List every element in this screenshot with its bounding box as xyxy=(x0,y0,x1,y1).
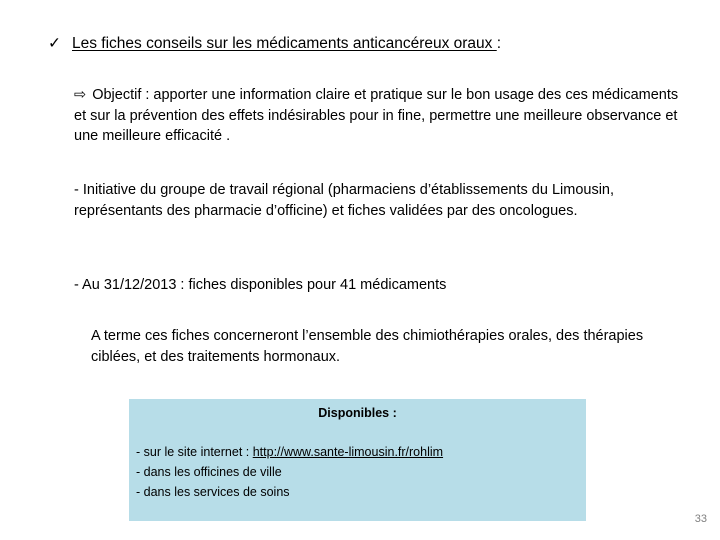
a-terme-paragraph: A terme ces fiches concerneront l’ensemble des chimiothérapies orales, des thérapies ciblées, et des traitements hormonaux. xyxy=(91,328,644,365)
checkmark-icon: ✓ xyxy=(48,35,61,52)
objectif-text: Objectif : apporter une information claire et pratique sur le bon usage des ces médicaments et sur la prévention des effets indésirables pour in fine, permettre une meilleure observance et une meilleure efficacité . xyxy=(74,87,679,144)
box-list xyxy=(136,442,443,502)
initiative-paragraph: - Initiative du groupe de travail régional (pharmaciens d’établissements du Limousin, représentants des pharmacie d’officine) et fiches validées par des oncologues. xyxy=(74,182,615,219)
box-item-site xyxy=(136,442,443,462)
heading-colon: : xyxy=(496,35,502,52)
availability-box xyxy=(129,399,586,521)
slide-heading xyxy=(48,33,688,55)
box-item-officines: - dans les officines de ville xyxy=(136,465,282,479)
heading-text: Les fiches conseils sur les médicaments anticancéreux oraux xyxy=(72,35,497,52)
box-item-services: - dans les services de soins xyxy=(136,485,290,499)
page-number: 33 xyxy=(694,513,707,525)
objectif-paragraph xyxy=(74,85,684,147)
arrow-right-icon: ⇨ xyxy=(74,87,87,103)
box-title: Disponibles : xyxy=(318,406,397,420)
date-paragraph: - Au 31/12/2013 : fiches disponibles pour 41 médicaments xyxy=(74,277,447,293)
rohlim-link[interactable]: http://www.sante-limousin.fr/rohlim xyxy=(252,445,444,459)
box-item-site-label: - sur le site internet : xyxy=(136,445,253,459)
